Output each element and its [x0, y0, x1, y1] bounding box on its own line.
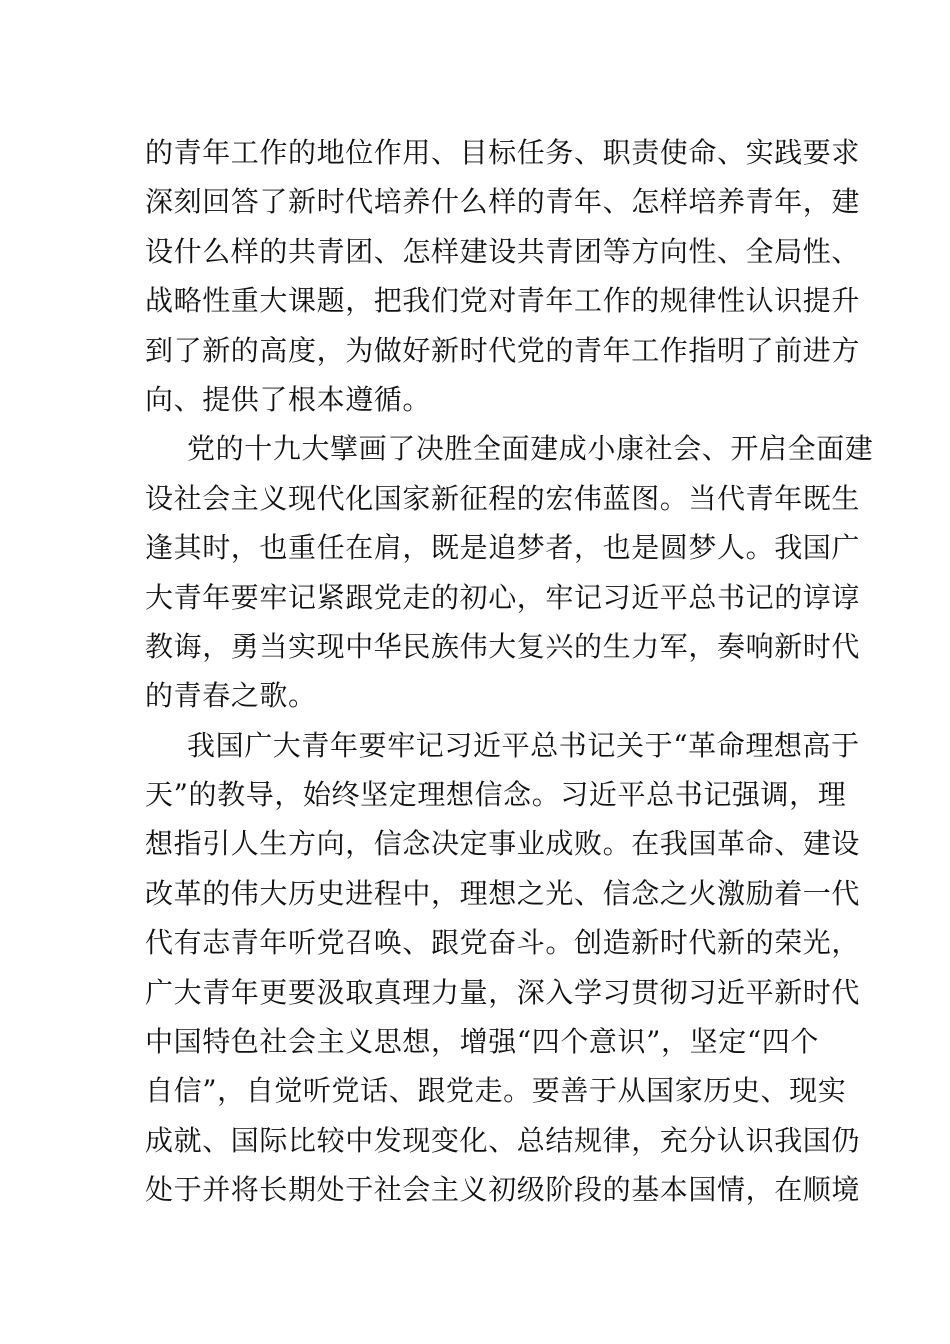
text-line: 的青年工作的地位作用、目标任务、职责使命、实践要求	[145, 136, 861, 169]
text-line: 向、提供了根本遵循。	[145, 382, 432, 416]
paragraph-first-line: 党的十九大擘画了决胜全面建成小康社会、开启全面建	[187, 432, 874, 466]
paragraph-first-line: 我国广大青年要牢记习近平总书记关于“革命理想高于	[187, 728, 860, 762]
text-line: 教诲，勇当实现中华民族伟大复兴的生力军，奏响新时代	[145, 629, 861, 663]
text-line: 广大青年更要汲取真理力量，深入学习贯彻习近平新时代	[145, 975, 861, 1009]
text-line: 自信”，自觉听党话、跟党走。要善于从国家历史、现实	[145, 1074, 847, 1108]
text-line: 改革的伟大历史进程中，理想之光、信念之火激励着一代	[145, 876, 861, 910]
text-line: 处于并将长期处于社会主义初级阶段的基本国情，在顺境	[145, 1173, 861, 1207]
text-line: 逢其时，也重任在肩，既是追梦者，也是圆梦人。我国广	[145, 531, 861, 565]
text-line: 代有志青年听党召唤、跟党奋斗。创造新时代新的荣光，	[145, 926, 861, 960]
text-line: 大青年要牢记紧跟党走的初心，牢记习近平总书记的谆谆	[145, 580, 861, 614]
text-line: 成就、国际比较中发现变化、总结规律，充分认识我国仍	[145, 1123, 861, 1157]
text-line: 设社会主义现代化国家新征程的宏伟蓝图。当代青年既生	[145, 481, 861, 515]
body-text	[145, 128, 874, 1215]
text-line: 到了新的高度，为做好新时代党的青年工作指明了前进方	[145, 333, 861, 367]
text-line: 设什么样的共青团、怎样建设共青团等方向性、全局性、	[145, 234, 861, 268]
text-line: 的青春之歌。	[145, 679, 317, 713]
text-line: 想指引人生方向，信念决定事业成败。在我国革命、建设	[145, 827, 861, 861]
text-line: 中国特色社会主义思想，增强“四个意识”，坚定“四个	[145, 1025, 819, 1059]
text-line: 战略性重大课题，把我们党对青年工作的规律性认识提升	[145, 284, 861, 318]
text-line: 深刻回答了新时代培养什么样的青年、怎样培养青年，建	[145, 185, 861, 219]
text-line: 天”的教导，始终坚定理想信念。习近平总书记强调，理	[145, 778, 847, 812]
